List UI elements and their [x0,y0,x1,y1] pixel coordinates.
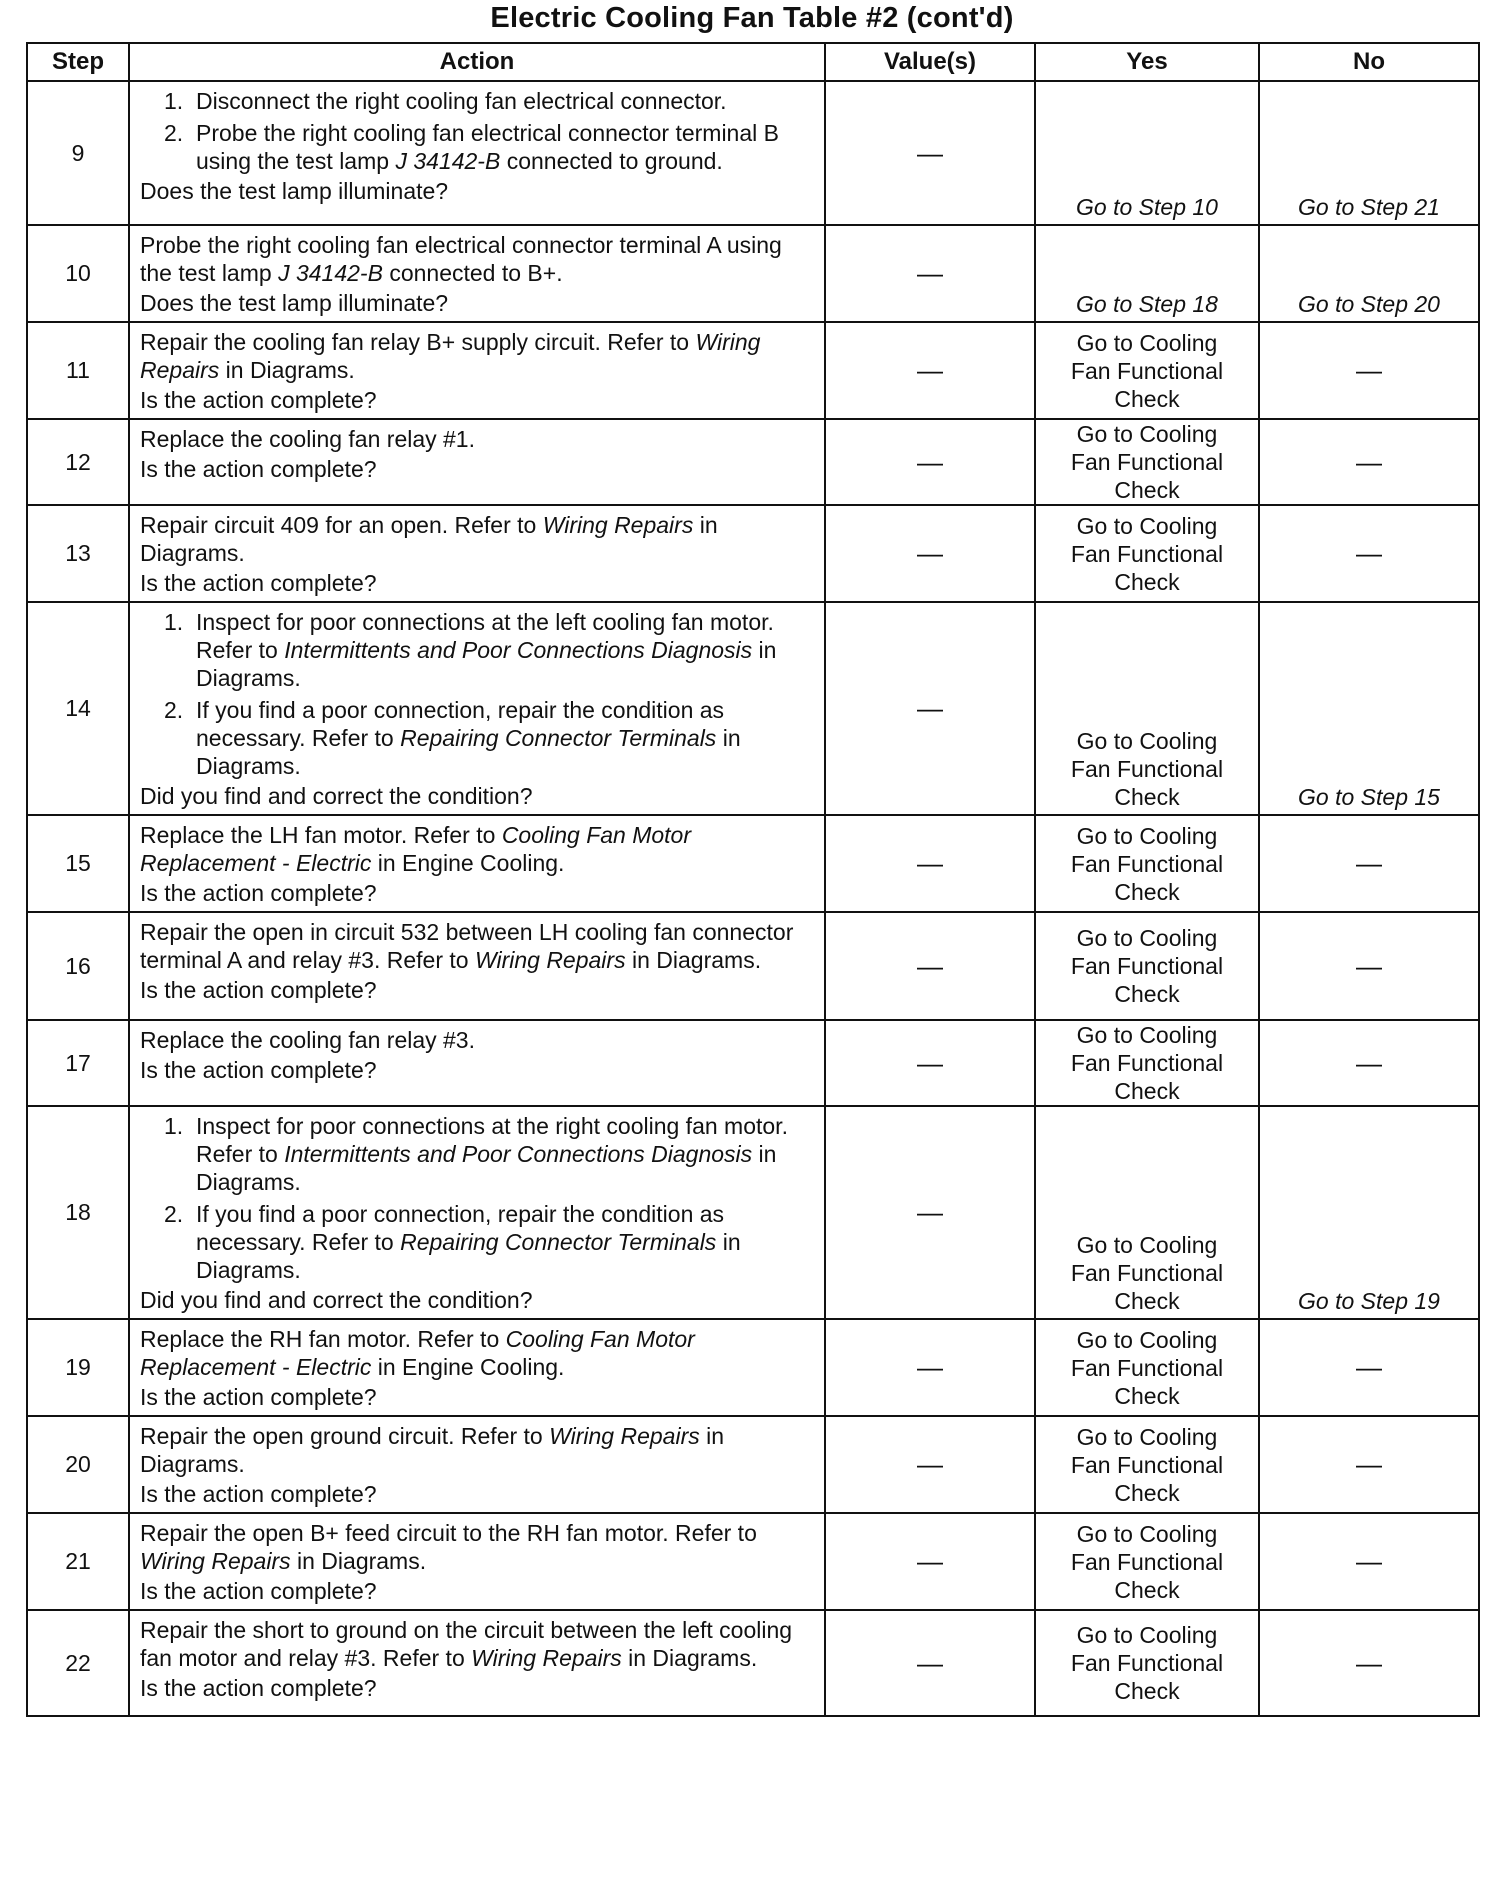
table-row [27,322,1479,419]
header-row [27,43,1479,81]
action-list-item [140,1200,816,1284]
reference-title: J 34142-B [395,148,501,174]
header-step: Step [27,43,129,81]
action-text: Replace the RH fan motor. Refer to [140,1326,506,1352]
reference-title: Wiring Repairs [471,1645,622,1671]
action-paragraph [140,231,816,287]
step-number: 10 [27,225,129,322]
reference-title: Cooling Fan Motor Replacement - Electric [140,822,692,876]
item-text [196,696,816,780]
step-number: 19 [27,1319,129,1416]
action-text: in Diagrams. [196,1141,777,1195]
action-list [140,87,816,175]
action-text: in Diagrams. [140,512,718,566]
action-text: Repair the short to ground on the circuit between the left cooling fan motor and relay #3. Refer to [140,1617,793,1671]
yes-result: Go to Cooling Fan Functional Check [1070,1622,1224,1704]
value-cell: — [825,81,1035,225]
item-text [196,87,816,115]
value-cell: — [825,815,1035,912]
action-text: Probe the right cooling fan electrical connector terminal A using the test lamp [140,232,782,286]
no-result: — [1356,848,1382,878]
action-cell [129,1020,825,1106]
action-text: Repair the open in circuit 532 between LH cooling fan connector terminal A and relay #3. Refer to [140,919,794,973]
yes-result: Go to Step 10 [1076,194,1218,220]
step-number: 20 [27,1416,129,1513]
yes-cell [1035,602,1259,815]
step-number: 14 [27,602,129,815]
yes-result: Go to Cooling Fan Functional Check [1070,925,1224,1007]
table-row [27,225,1479,322]
no-result: Go to Step 19 [1298,1288,1440,1314]
value-cell: — [825,505,1035,602]
value-cell: — [825,225,1035,322]
action-list [140,1112,816,1284]
yes-result: Go to Cooling Fan Functional Check [1070,421,1224,503]
action-text: Repair circuit 409 for an open. Refer to [140,512,543,538]
action-question: Is the action complete? [140,387,377,413]
step-number: 15 [27,815,129,912]
yes-cell [1035,1513,1259,1610]
no-result: — [1356,1449,1382,1479]
header-yes: Yes [1035,43,1259,81]
table-row [27,602,1479,815]
no-cell [1259,1513,1479,1610]
value-cell: — [825,1106,1035,1319]
step-number: 22 [27,1610,129,1716]
action-cell [129,505,825,602]
action-cell [129,1106,825,1319]
item-number: 1. [164,1113,184,1139]
yes-result: Go to Cooling Fan Functional Check [1070,512,1224,595]
action-text: Replace the cooling fan relay #3. [140,1027,475,1053]
table-row [27,1513,1479,1610]
reference-title: Intermittents and Poor Connections Diagnosis [284,637,753,663]
value-cell: — [825,1020,1035,1106]
action-text: in Engine Cooling. [371,1354,565,1380]
no-result: — [1356,538,1382,568]
action-text: Repair the open ground circuit. Refer to [140,1423,550,1449]
step-number: 17 [27,1020,129,1106]
action-list [140,608,816,780]
step-number: 16 [27,912,129,1020]
no-cell [1259,815,1479,912]
action-cell [129,1416,825,1513]
header-values: Value(s) [825,43,1035,81]
yes-result: Go to Cooling Fan Functional Check [1070,329,1224,412]
reference-title: Repairing Connector Terminals [400,1229,717,1255]
yes-cell [1035,81,1259,225]
action-cell [129,225,825,322]
yes-result: Go to Cooling Fan Functional Check [1070,1022,1224,1104]
no-cell [1259,505,1479,602]
action-question: Does the test lamp illuminate? [140,178,449,204]
action-list-item [140,608,816,692]
table-row [27,1319,1479,1416]
action-cell [129,1513,825,1610]
value-cell: — [825,912,1035,1020]
step-number: 13 [27,505,129,602]
action-question: Did you find and correct the condition? [140,1287,533,1313]
no-result: — [1356,1047,1382,1078]
no-cell [1259,81,1479,225]
action-cell [129,1610,825,1716]
action-text: in Diagrams. [196,1229,741,1283]
no-result: — [1356,1546,1382,1576]
action-text: in Diagrams. [625,947,762,973]
yes-cell [1035,505,1259,602]
action-text: Repair the cooling fan relay B+ supply circuit. Refer to [140,329,696,355]
no-cell [1259,912,1479,1020]
action-list-item [140,87,816,115]
table-row [27,1610,1479,1716]
no-result: — [1356,1647,1382,1678]
table-body [27,81,1479,1716]
yes-cell [1035,1020,1259,1106]
reference-title: Wiring Repairs [549,1423,700,1449]
no-result: — [1356,446,1382,477]
item-text [196,1112,816,1196]
action-question: Is the action complete? [140,1481,377,1507]
value-cell: — [825,1610,1035,1716]
item-number: 2. [164,1201,184,1227]
action-cell [129,1319,825,1416]
yes-result: Go to Cooling Fan Functional Check [1070,1232,1224,1314]
action-text: Probe the right cooling fan electrical connector terminal B using the test lamp [196,120,779,174]
action-paragraph [140,1519,816,1575]
step-number: 18 [27,1106,129,1319]
yes-cell [1035,1319,1259,1416]
no-cell [1259,602,1479,815]
reference-title: Wiring Repairs [140,1548,291,1574]
action-text: If you find a poor connection, repair the condition as necessary. Refer to [196,697,725,751]
header-no: No [1259,43,1479,81]
yes-cell [1035,1416,1259,1513]
item-number: 2. [164,697,184,723]
action-question: Does the test lamp illuminate? [140,290,449,316]
action-paragraph [140,1616,816,1672]
step-number: 9 [27,81,129,225]
table-row [27,1106,1479,1319]
yes-result: Go to Cooling Fan Functional Check [1070,1423,1224,1506]
action-question: Is the action complete? [140,1675,377,1701]
no-result: Go to Step 21 [1298,194,1440,220]
reference-title: Wiring Repairs [474,947,626,973]
reference-title: Cooling Fan Motor Replacement - Electric [140,1326,695,1380]
yes-cell [1035,419,1259,505]
no-result: Go to Step 20 [1298,291,1440,317]
step-number: 11 [27,322,129,419]
action-text: Disconnect the right cooling fan electrical connector. [196,88,727,114]
action-text: in Diagrams. [196,637,777,691]
table-row [27,419,1479,505]
action-text: Inspect for poor connections at the left cooling fan motor. Refer to [196,609,774,663]
action-text: Inspect for poor connections at the right cooling fan motor. Refer to [196,1113,788,1167]
yes-result: Go to Step 18 [1076,291,1218,317]
action-question: Is the action complete? [140,570,377,596]
table-row [27,815,1479,912]
page-title: Electric Cooling Fan Table #2 (cont'd) [490,2,1014,34]
table-row [27,81,1479,225]
value-cell: — [825,602,1035,815]
action-text: in Diagrams. [621,1645,758,1671]
action-cell [129,815,825,912]
yes-result: Go to Cooling Fan Functional Check [1070,728,1224,810]
reference-title: Wiring Repairs [542,512,694,538]
action-question: Is the action complete? [140,456,377,482]
yes-cell [1035,1106,1259,1319]
no-cell [1259,1416,1479,1513]
item-text [196,1200,816,1284]
yes-cell [1035,322,1259,419]
action-paragraph [140,1325,816,1381]
step-number: 21 [27,1513,129,1610]
value-cell: — [825,1513,1035,1610]
action-cell [129,322,825,419]
action-list-item [140,119,816,175]
yes-cell [1035,912,1259,1020]
reference-title: Intermittents and Poor Connections Diagnosis [284,1141,753,1167]
action-text: If you find a poor connection, repair the condition as necessary. Refer to [196,1201,725,1255]
no-cell [1259,322,1479,419]
action-text: in Diagrams. [196,725,741,779]
value-cell: — [825,419,1035,505]
no-cell [1259,1610,1479,1716]
item-text [196,608,816,692]
action-paragraph [140,821,816,877]
no-cell [1259,1319,1479,1416]
action-paragraph [140,918,816,974]
action-question: Is the action complete? [140,1578,377,1604]
yes-result: Go to Cooling Fan Functional Check [1070,1520,1224,1603]
action-paragraph [140,328,816,384]
action-question: Is the action complete? [140,1384,377,1410]
no-result: — [1356,355,1382,385]
no-cell [1259,1020,1479,1106]
no-result: Go to Step 15 [1298,784,1440,810]
step-number: 12 [27,419,129,505]
no-cell [1259,1106,1479,1319]
no-cell [1259,225,1479,322]
yes-result: Go to Cooling Fan Functional Check [1070,822,1224,905]
action-question: Is the action complete? [140,977,377,1003]
action-text: Replace the cooling fan relay #1. [140,426,475,452]
reference-title: Repairing Connector Terminals [400,725,717,751]
value-cell: — [825,322,1035,419]
table-row [27,505,1479,602]
action-cell [129,602,825,815]
yes-result: Go to Cooling Fan Functional Check [1070,1326,1224,1409]
header-action: Action [129,43,825,81]
action-cell [129,419,825,505]
action-question: Did you find and correct the condition? [140,783,533,809]
action-list-item [140,1112,816,1196]
action-paragraph [140,511,816,567]
action-text: Repair the open B+ feed circuit to the RH fan motor. Refer to [140,1520,757,1546]
action-paragraph [140,1422,816,1478]
item-number: 2. [164,120,184,146]
value-cell: — [825,1319,1035,1416]
table-row [27,1416,1479,1513]
action-paragraph [140,425,816,453]
table-row [27,1020,1479,1106]
action-cell [129,912,825,1020]
action-text: in Diagrams. [290,1548,427,1574]
yes-cell [1035,225,1259,322]
action-paragraph [140,1026,816,1054]
cooling-fan-table [26,42,1480,1717]
no-result: — [1356,950,1382,981]
value-cell: — [825,1416,1035,1513]
action-text: in Engine Cooling. [371,850,565,876]
action-list-item [140,696,816,780]
action-text: connected to ground. [500,148,723,174]
reference-title: J 34142-B [278,260,383,286]
no-result: — [1356,1352,1382,1382]
item-number: 1. [164,88,184,114]
table-row [27,912,1479,1020]
action-question: Is the action complete? [140,1057,377,1083]
yes-cell [1035,815,1259,912]
action-text: in Diagrams. [219,357,355,383]
item-number: 1. [164,609,184,635]
action-question: Is the action complete? [140,880,377,906]
action-text: in Diagrams. [140,1423,725,1477]
no-cell [1259,419,1479,505]
reference-title: Wiring Repairs [140,329,761,383]
yes-cell [1035,1610,1259,1716]
action-text: Replace the LH fan motor. Refer to [140,822,502,848]
action-text: connected to B+. [382,260,563,286]
action-cell [129,81,825,225]
item-text [196,119,816,175]
